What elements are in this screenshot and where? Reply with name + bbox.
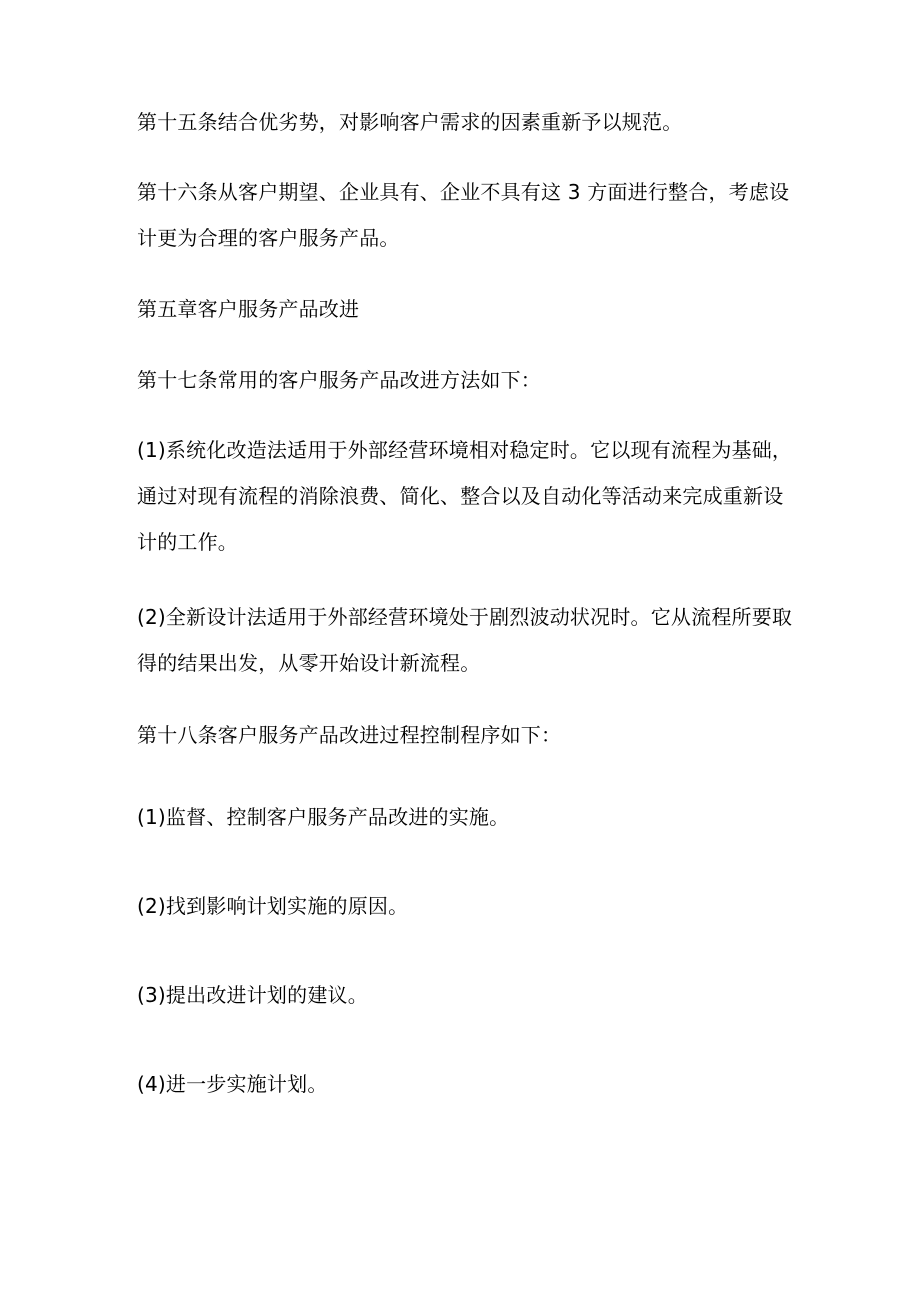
step-1-paragraph: (1)监督、控制客户服务产品改进的实施。 bbox=[137, 805, 510, 829]
article-17-paragraph: 第十七条常用的客户服务产品改进方法如下： bbox=[137, 368, 541, 392]
step-4-paragraph: (4)进一步实施计划。 bbox=[137, 1072, 328, 1096]
step-3-paragraph: (3)提出改进计划的建议。 bbox=[137, 983, 368, 1007]
article-16-paragraph: 第十六条从客户期望、企业具有、企业不具有这 3 方面进行整合，考虑设计更为合理的客户服务产品。 bbox=[137, 180, 790, 250]
method-1-paragraph: (1)系统化改造法适用于外部经营环境相对稳定时。它以现有流程为基础，通过对现有流程的消除浪费、简化、整合以及自动化等活动来完成重新设计的工作。 bbox=[137, 438, 793, 554]
article-15-paragraph: 第十五条结合优劣势，对影响客户需求的因素重新予以规范。 bbox=[137, 110, 683, 134]
chapter-5-heading: 第五章客户服务产品改进 bbox=[137, 297, 360, 321]
method-2-paragraph: (2)全新设计法适用于外部经营环境处于剧烈波动状况时。它从流程所要取得的结果出发，从零开始设计新流程。 bbox=[137, 605, 793, 675]
article-18-paragraph: 第十八条客户服务产品改进过程控制程序如下： bbox=[137, 723, 562, 747]
step-2-paragraph: (2)找到影响计划实施的原因。 bbox=[137, 894, 409, 918]
